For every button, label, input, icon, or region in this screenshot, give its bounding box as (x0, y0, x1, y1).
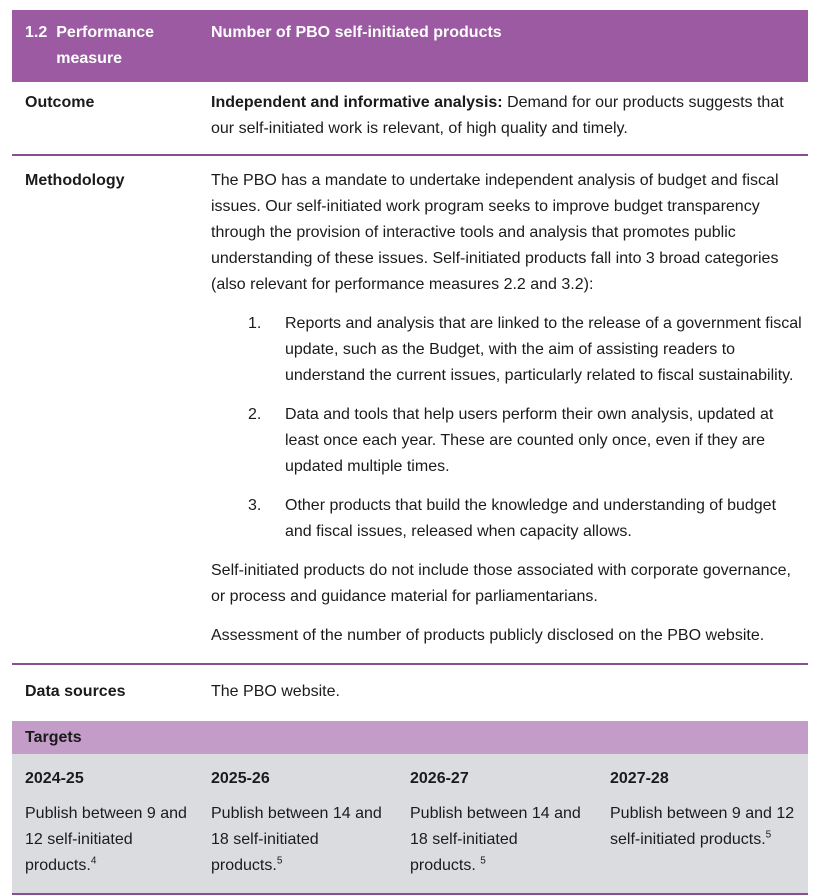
target-column-2024-25 (12, 766, 198, 879)
methodology-exclusion-note: Self-initiated products do not include those associated with corporate governance, or process and guidance material for parliamentarians. (211, 562, 791, 605)
target-text-body: Publish between 14 and 18 self-initiated products. (211, 805, 382, 874)
target-year: 2025-26 (211, 770, 270, 787)
target-text-body: Publish between 14 and 18 self-initiated products. (410, 805, 581, 874)
list-item-text: Data and tools that help users perform their own analysis, updated at least once each year. These are counted only once, even if they are updated multiple times. (285, 406, 774, 475)
target-text (25, 801, 188, 879)
footnote-marker: 5 (765, 829, 772, 841)
measure-title: Number of PBO self-initiated products (211, 24, 502, 41)
outcome-row (12, 82, 808, 152)
target-column-2026-27 (397, 766, 597, 879)
list-item (211, 402, 808, 480)
target-text-body: Publish between 9 and 12 self-initiated products. (610, 805, 795, 848)
footnote-marker: 5 (276, 855, 283, 867)
list-item-number: 2. (248, 406, 262, 423)
outcome-body: Demand for our products suggests that our self-initiated work is relevant, of high quality and timely. (211, 94, 784, 137)
methodology-label: Methodology (25, 172, 125, 189)
list-item-text: Other products that build the knowledge and understanding of budget and fiscal issues, released when capacity allows. (285, 497, 777, 540)
list-item-number: 1. (248, 315, 262, 332)
target-year: 2027-28 (610, 770, 669, 787)
list-item-number: 3. (248, 497, 262, 514)
row-divider (12, 663, 808, 665)
outcome-lead: Independent and informative analysis: (211, 94, 503, 111)
measure-number: 1.2 (25, 24, 48, 41)
target-year: 2026-27 (410, 770, 469, 787)
methodology-assessment-note: Assessment of the number of products publicly disclosed on the PBO website. (211, 627, 765, 644)
target-text (410, 801, 587, 879)
targets-body (12, 754, 808, 893)
data-sources-label: Data sources (25, 683, 126, 700)
list-item (211, 311, 808, 389)
outcome-text (211, 90, 808, 142)
target-text (610, 801, 798, 853)
measure-header-label (12, 20, 211, 72)
data-sources-row (12, 667, 808, 721)
methodology-list (211, 311, 808, 545)
target-year: 2024-25 (25, 770, 84, 787)
methodology-intro: The PBO has a mandate to undertake independent analysis of budget and fiscal issues. Our self-initiated work program seeks to improve budget transparency through the provision of interactive tools and analysis that promotes public understanding of these issues. Self-initiated products fall into 3 broad categories (also relevant for performance measures 2.2 and 3.2): (211, 172, 779, 293)
methodology-row (12, 158, 808, 661)
measure-label: Performance measure (56, 24, 155, 67)
targets-header: Targets (12, 721, 808, 754)
row-divider (12, 154, 808, 156)
methodology-content (211, 168, 808, 649)
target-column-2027-28 (597, 766, 808, 879)
target-text-body: Publish between 9 and 12 self-initiated products. (25, 805, 187, 874)
data-sources-text: The PBO website. (211, 683, 340, 700)
target-column-2025-26 (198, 766, 397, 879)
list-item-text: Reports and analysis that are linked to the release of a government fiscal update, such as the Budget, with the aim of assisting readers to understand the current issues, particularly related to fiscal sustainability. (285, 315, 802, 384)
outcome-label: Outcome (25, 94, 95, 111)
footnote-marker: 5 (480, 855, 486, 867)
target-text (211, 801, 387, 879)
list-item (211, 493, 808, 545)
measure-header-row (12, 10, 808, 82)
footnote-marker: 4 (90, 855, 97, 867)
